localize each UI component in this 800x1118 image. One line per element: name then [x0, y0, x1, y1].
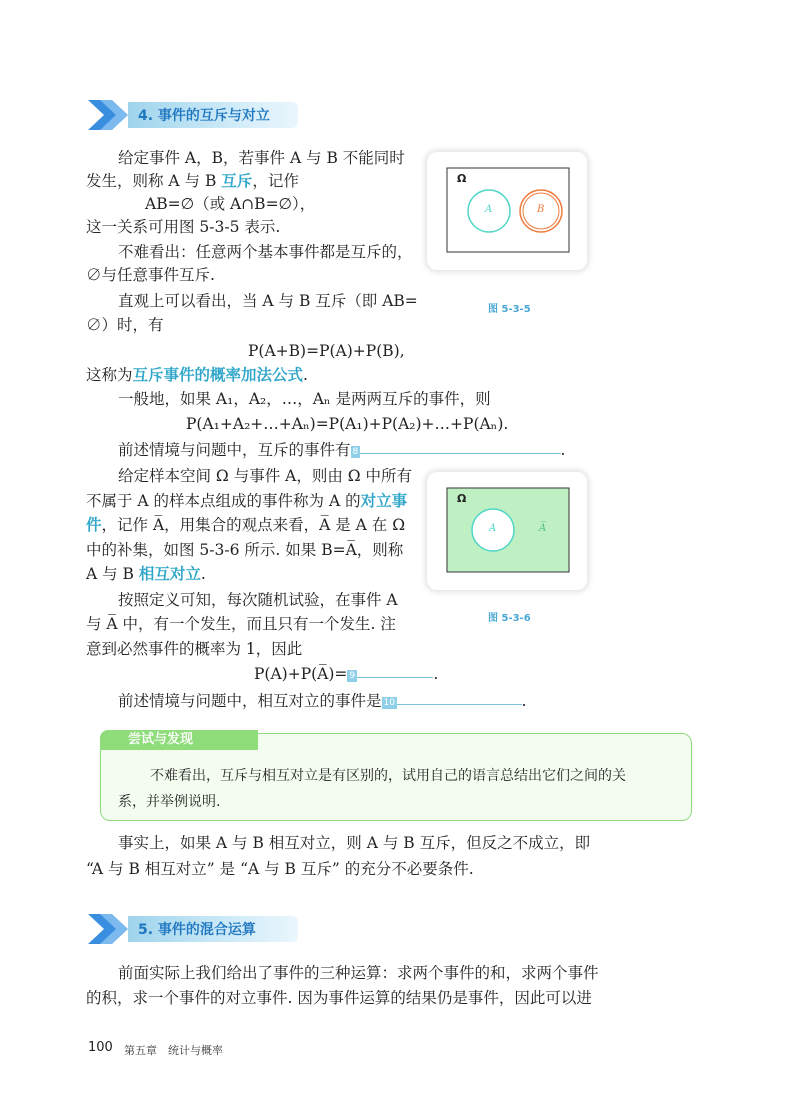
figure-caption: 图 5-3-6 [488, 613, 531, 624]
text-line: 与 A̅ 中，有一个发生，而且只有一个发生. 注 [86, 615, 396, 633]
term-mutually-exclusive: 互斥 [221, 172, 253, 190]
set-a-label: A [485, 204, 493, 215]
formula: P(A)+P(A̅)= 9 . [254, 665, 439, 683]
text-line: 中的补集，如图 5-3-6 所示. 如果 B=A̅，则称 [86, 541, 404, 559]
formula: P(A₁+A₂+…+Aₙ)=P(A₁)+P(A₂)+…+P(Aₙ). [186, 415, 509, 433]
explore-text: 不难看出，互斥与相互对立是有区别的，试用自己的语言总结出它们之间的关 [150, 768, 626, 784]
text-line: 不难看出：任意两个基本事件都是互斥的， [118, 243, 413, 261]
answer-blank-9[interactable]: 9 [347, 663, 433, 678]
figure-5-3-5 [427, 152, 587, 270]
figure-5-3-6 [427, 472, 587, 590]
page-number: 100 [88, 1040, 113, 1055]
text-line: 给定样本空间 Ω 与事件 A，则由 Ω 中所有 [118, 467, 413, 485]
explore-text: 系，并举例说明. [118, 794, 221, 810]
chevron-icon [88, 100, 128, 130]
text-line: 事实上，如果 A 与 B 相互对立，则 A 与 B 互斥，但反之不成立，即 [118, 834, 591, 852]
section-title: 5. 事件的混合运算 [138, 922, 256, 938]
text-line: 前述情境与问题中，相互对立的事件是 10 . [118, 692, 527, 710]
text-line: 一般地，如果 A₁，A₂，…，Aₙ 是两两互斥的事件，则 [118, 390, 491, 408]
text-line: 前面实际上我们给出了事件的三种运算：求两个事件的和，求两个事件 [118, 964, 599, 982]
answer-blank-8[interactable]: 8 [351, 439, 561, 454]
term-mutually-opposite: 相互对立 [138, 565, 201, 583]
section-title: 4. 事件的互斥与对立 [138, 108, 270, 124]
text-line: A 与 B 相互对立. [86, 565, 206, 583]
section-heading-5 [88, 914, 298, 944]
formula: P(A+B)=P(A)+P(B), [248, 342, 405, 360]
term-addition-formula: 互斥事件的概率加法公式 [132, 366, 304, 384]
text-line: ∅与任意事件互斥. [86, 266, 215, 284]
chapter-label: 第五章 统计与概率 [124, 1044, 223, 1057]
text-line: 这一关系可用图 5-3-5 表示. [86, 218, 281, 236]
text-line: 按照定义可知，每次随机试验，在事件 A [118, 591, 398, 609]
venn-diagram-complement [427, 472, 587, 590]
chevron-icon [88, 914, 128, 944]
text-line: 给定事件 A，B，若事件 A 与 B 不能同时 [118, 149, 405, 167]
text-line: 的积，求一个事件的对立事件. 因为事件运算的结果仍是事件，因此可以进 [86, 989, 592, 1007]
text-line: 件，记作 A̅，用集合的观点来看，A̅ 是 A 在 Ω [86, 516, 406, 534]
text-line: 不属于 A 的样本点组成的事件称为 A 的对立事 [86, 492, 408, 510]
explore-tag: 尝试与发现 [100, 730, 258, 750]
text-line: 这称为互斥事件的概率加法公式. [86, 366, 308, 384]
text-line: “A 与 B 相互对立” 是 “A 与 B 互斥” 的充分不必要条件. [86, 860, 474, 878]
omega-label: Ω [457, 492, 467, 505]
omega-label: Ω [457, 172, 467, 185]
text-line: 意到必然事件的概率为 1，因此 [86, 640, 303, 658]
section-heading-4 [88, 100, 298, 130]
text-line: 直观上可以看出，当 A 与 B 互斥（即 AB= [118, 292, 418, 310]
set-abar-label: A̅ [539, 523, 547, 534]
set-b-label: B [537, 204, 545, 215]
text-line: 前述情境与问题中，互斥的事件有 8 . [118, 441, 566, 459]
set-a-label: A [489, 523, 497, 534]
tag-corner [230, 730, 254, 750]
venn-diagram-disjoint [427, 152, 587, 270]
formula: AB=∅（或 A∩B=∅）， [145, 195, 316, 213]
answer-blank-10[interactable]: 10 [382, 690, 522, 705]
figure-caption: 图 5-3-5 [488, 304, 531, 315]
text-line: 发生，则称 A 与 B 互斥，记作 [86, 172, 299, 190]
text-line: ∅）时，有 [86, 316, 164, 334]
term-complementary-event: 对立事 [360, 492, 408, 510]
